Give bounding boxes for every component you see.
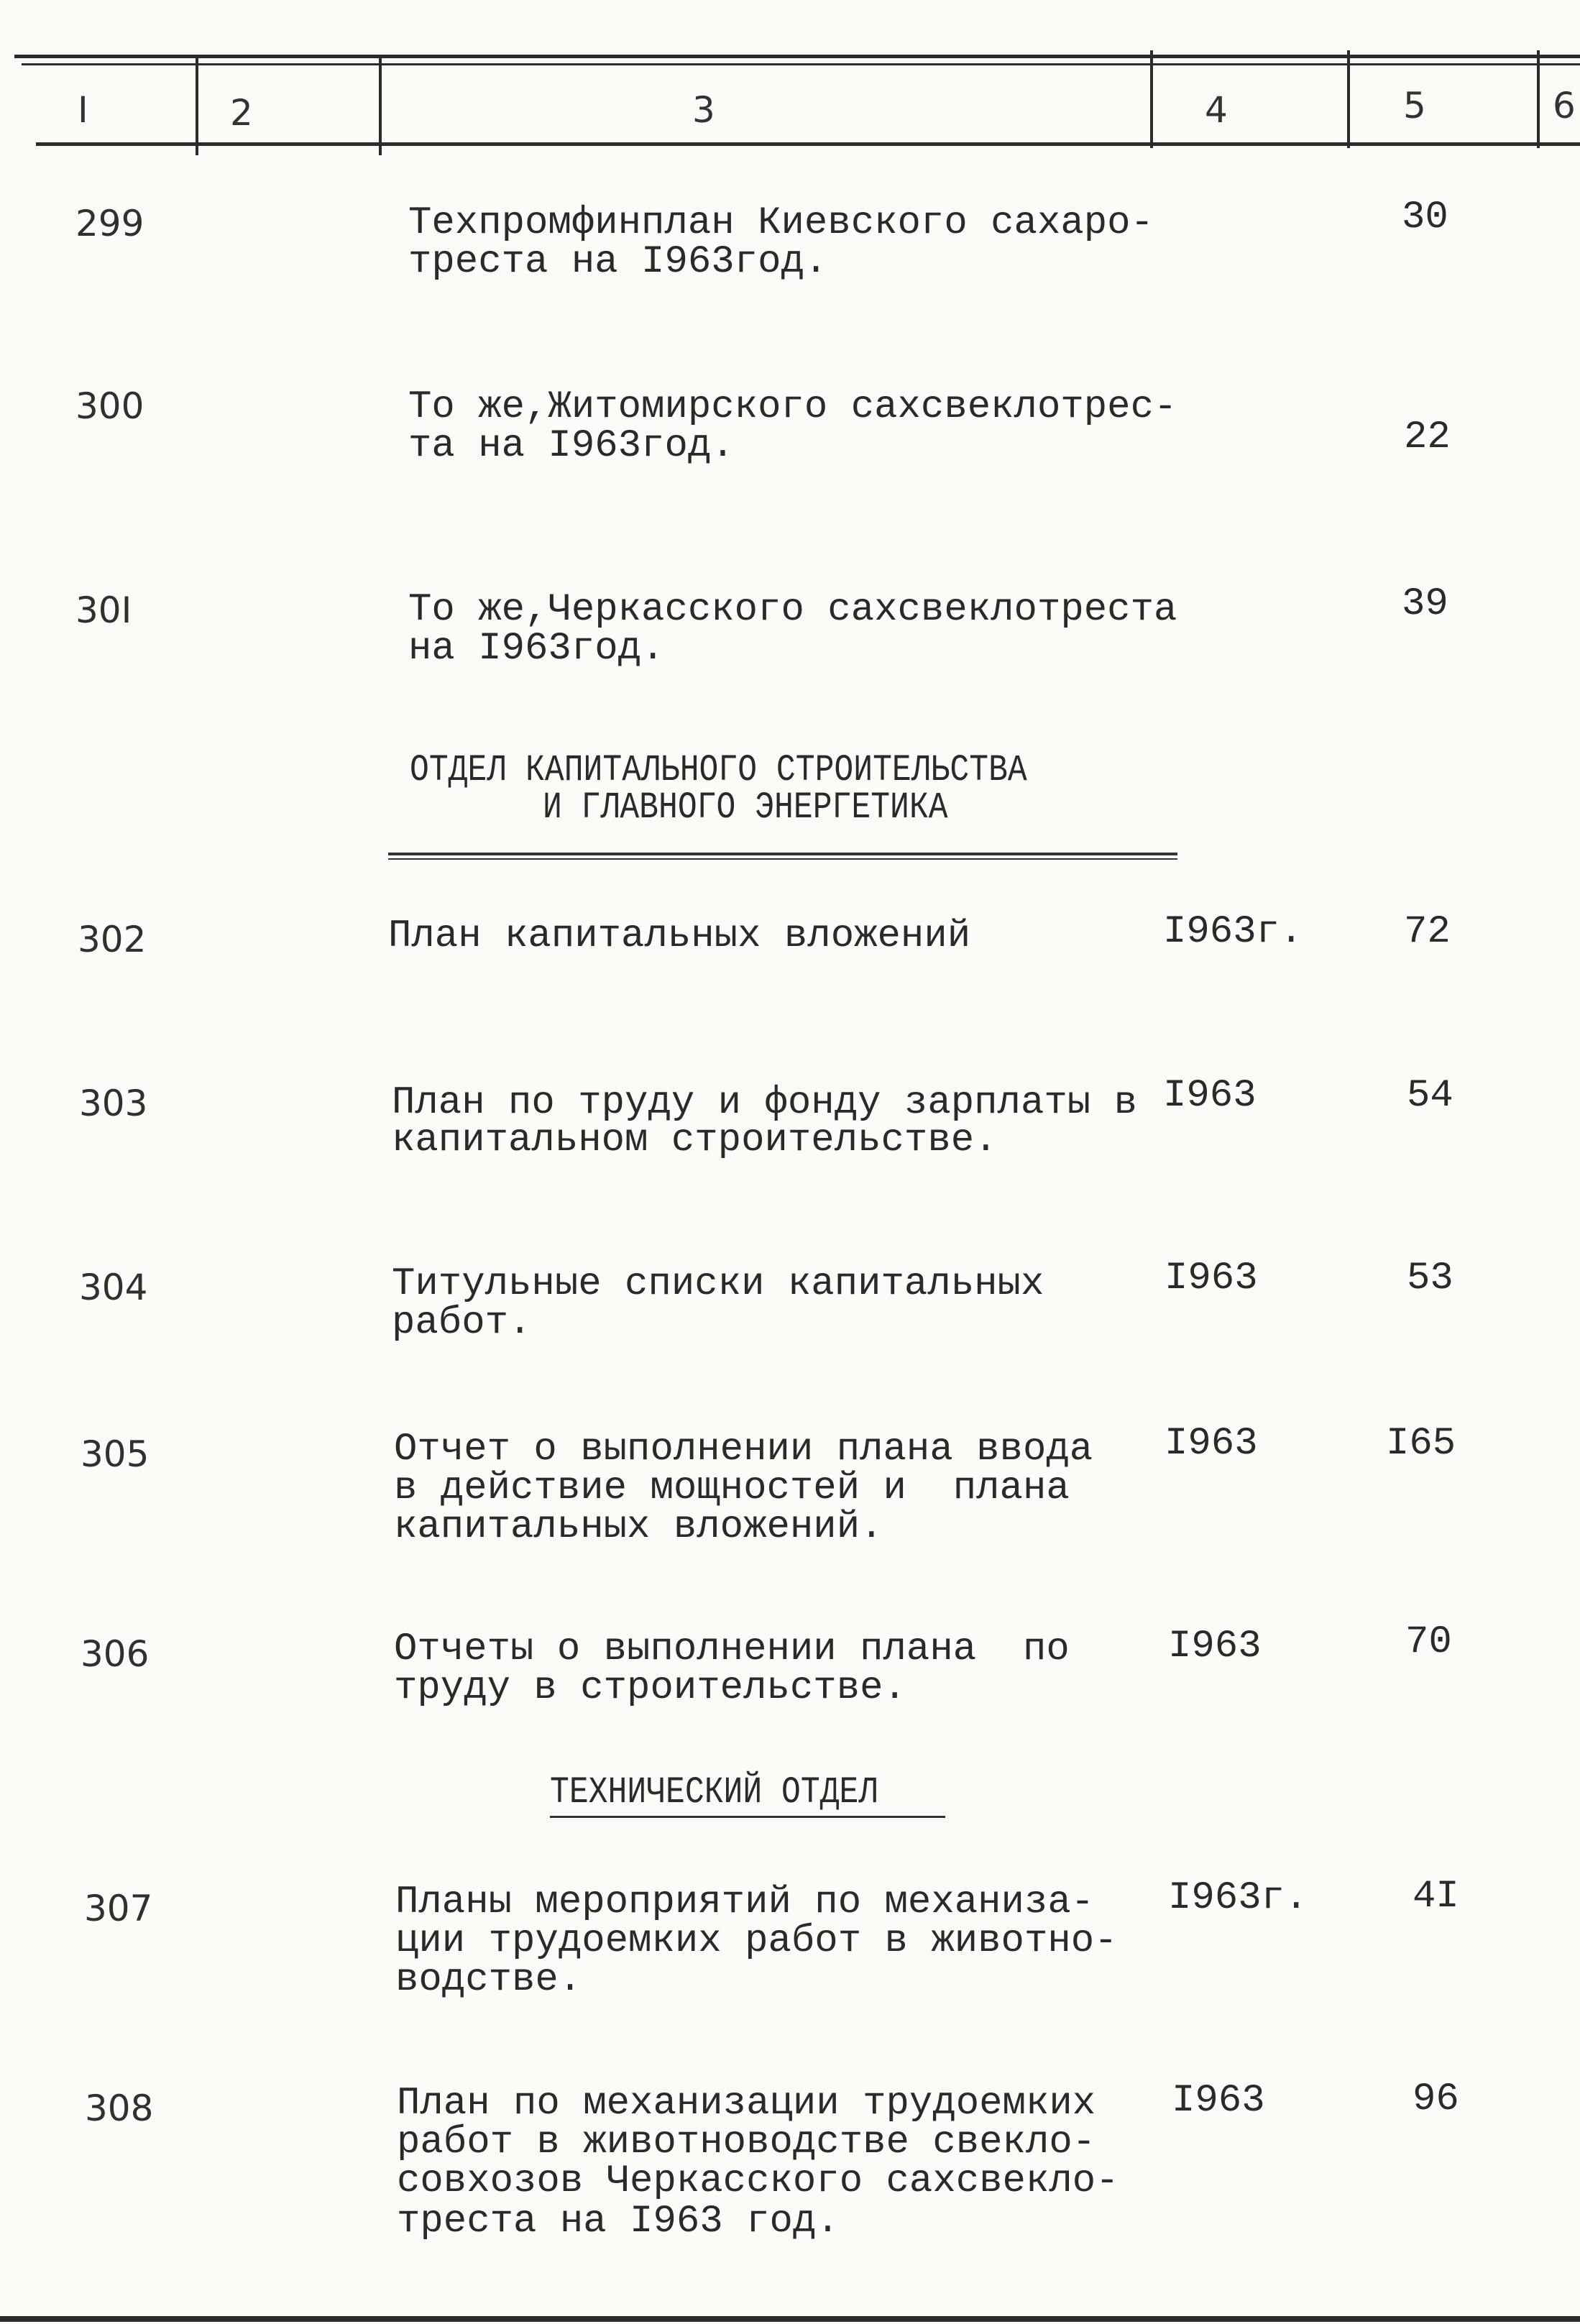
- entry-sheets: 4I: [1413, 1875, 1459, 1919]
- entry-sheets: 54: [1407, 1074, 1453, 1118]
- entry-sheets: 72: [1404, 910, 1451, 954]
- header-col-2: 2: [230, 92, 253, 134]
- section-heading-line: ТЕХНИЧЕСКИЙ ОТДЕЛ: [550, 1771, 878, 1814]
- entry-year: I963г.: [1163, 910, 1303, 954]
- entry-number: 307: [84, 1888, 153, 1929]
- entry-number: 308: [85, 2088, 154, 2129]
- entry-year: I963г.: [1168, 1876, 1308, 1920]
- entry-title-line: в действие мощностей и плана: [394, 1466, 1070, 1510]
- entry-title-line: План по механизации трудоемких: [397, 2082, 1096, 2126]
- entry-title-line: капитальных вложений.: [394, 1505, 883, 1549]
- header-col-divider-5: [1537, 50, 1540, 148]
- entry-number: 302: [78, 919, 147, 960]
- entry-title-line: труду в строительстве.: [394, 1666, 906, 1710]
- section-heading-line: И ГЛАВНОГО ЭНЕРГЕТИКА: [543, 786, 948, 829]
- entry-title-line: План по труду и фонду зарплаты в: [392, 1081, 1137, 1125]
- entry-title-line: Техпромфинплан Киевского сахаро-: [408, 201, 1154, 245]
- entry-sheets: I65: [1386, 1422, 1456, 1466]
- entry-title-line: Отчеты о выполнении плана по: [394, 1627, 1070, 1671]
- entry-year: I963: [1163, 1074, 1257, 1118]
- entry-title-line: То же,Житомирского сахсвеклотрес-: [408, 385, 1177, 429]
- section-underline: [388, 853, 1177, 855]
- entry-title-line: работ в животноводстве свекло-: [397, 2121, 1096, 2164]
- entry-number: 30I: [75, 589, 132, 631]
- entry-year: I963: [1165, 1257, 1258, 1300]
- header-col-6: 6: [1553, 85, 1576, 127]
- header-col-3: 3: [692, 89, 715, 131]
- entry-number: 304: [79, 1267, 148, 1308]
- header-col-divider-3: [1150, 50, 1153, 148]
- entry-title-line: работ.: [392, 1301, 532, 1345]
- page-bottom-rule: [0, 2316, 1580, 2322]
- section-heading-line: ОТДЕЛ КАПИТАЛЬНОГО СТРОИТЕЛЬСТВА: [410, 749, 1027, 791]
- entry-title-line: ции трудоемких работ в животно-: [395, 1919, 1118, 1963]
- entry-sheets: 30: [1402, 196, 1448, 239]
- entry-title-line: Отчет о выполнении плана ввода: [394, 1428, 1093, 1471]
- entry-sheets: 70: [1405, 1620, 1452, 1664]
- entry-number: 305: [81, 1433, 150, 1475]
- entry-sheets: 22: [1404, 415, 1451, 459]
- header-col-divider-2: [379, 58, 382, 155]
- entry-year: I963: [1168, 1625, 1262, 1668]
- entry-title-line: Титульные списки капитальных: [392, 1262, 1044, 1306]
- entry-title-line: То же,Черкасского сахсвеклотреста: [408, 588, 1177, 632]
- entry-year: I963: [1172, 2079, 1265, 2123]
- header-col-divider-4: [1347, 50, 1350, 148]
- header-top-rule-2: [22, 63, 1580, 65]
- header-col-5: 5: [1403, 85, 1426, 127]
- entry-number: 299: [75, 203, 144, 244]
- header-top-rule: [14, 55, 1580, 58]
- entry-sheets: 53: [1407, 1257, 1453, 1300]
- entry-title-line: на I963год.: [408, 627, 665, 671]
- entry-number: 300: [75, 385, 144, 427]
- entry-title-line: та на I963год.: [408, 424, 735, 468]
- entry-title-line: водстве.: [395, 1958, 582, 2002]
- entry-year: I963: [1165, 1422, 1258, 1466]
- header-col-1: I: [78, 89, 88, 131]
- header-col-divider-1: [196, 58, 198, 155]
- entry-title-line: План капитальных вложений: [388, 914, 971, 958]
- section-underline-2: [388, 858, 1177, 860]
- entry-title-line: Планы мероприятий по механиза-: [395, 1880, 1095, 1924]
- entry-title-line: треста на I963 год.: [397, 2200, 840, 2243]
- entry-sheets: 96: [1413, 2077, 1459, 2121]
- entry-title-line: капитальном строительстве.: [392, 1119, 998, 1162]
- entry-title-line: треста на I963год.: [408, 240, 828, 284]
- section-underline: [550, 1816, 945, 1818]
- entry-sheets: 39: [1402, 582, 1448, 626]
- entry-number: 306: [81, 1633, 150, 1675]
- entry-title-line: совхозов Черкасского сахсвекло-: [397, 2159, 1119, 2203]
- header-col-4: 4: [1205, 89, 1228, 131]
- entry-number: 303: [79, 1083, 148, 1124]
